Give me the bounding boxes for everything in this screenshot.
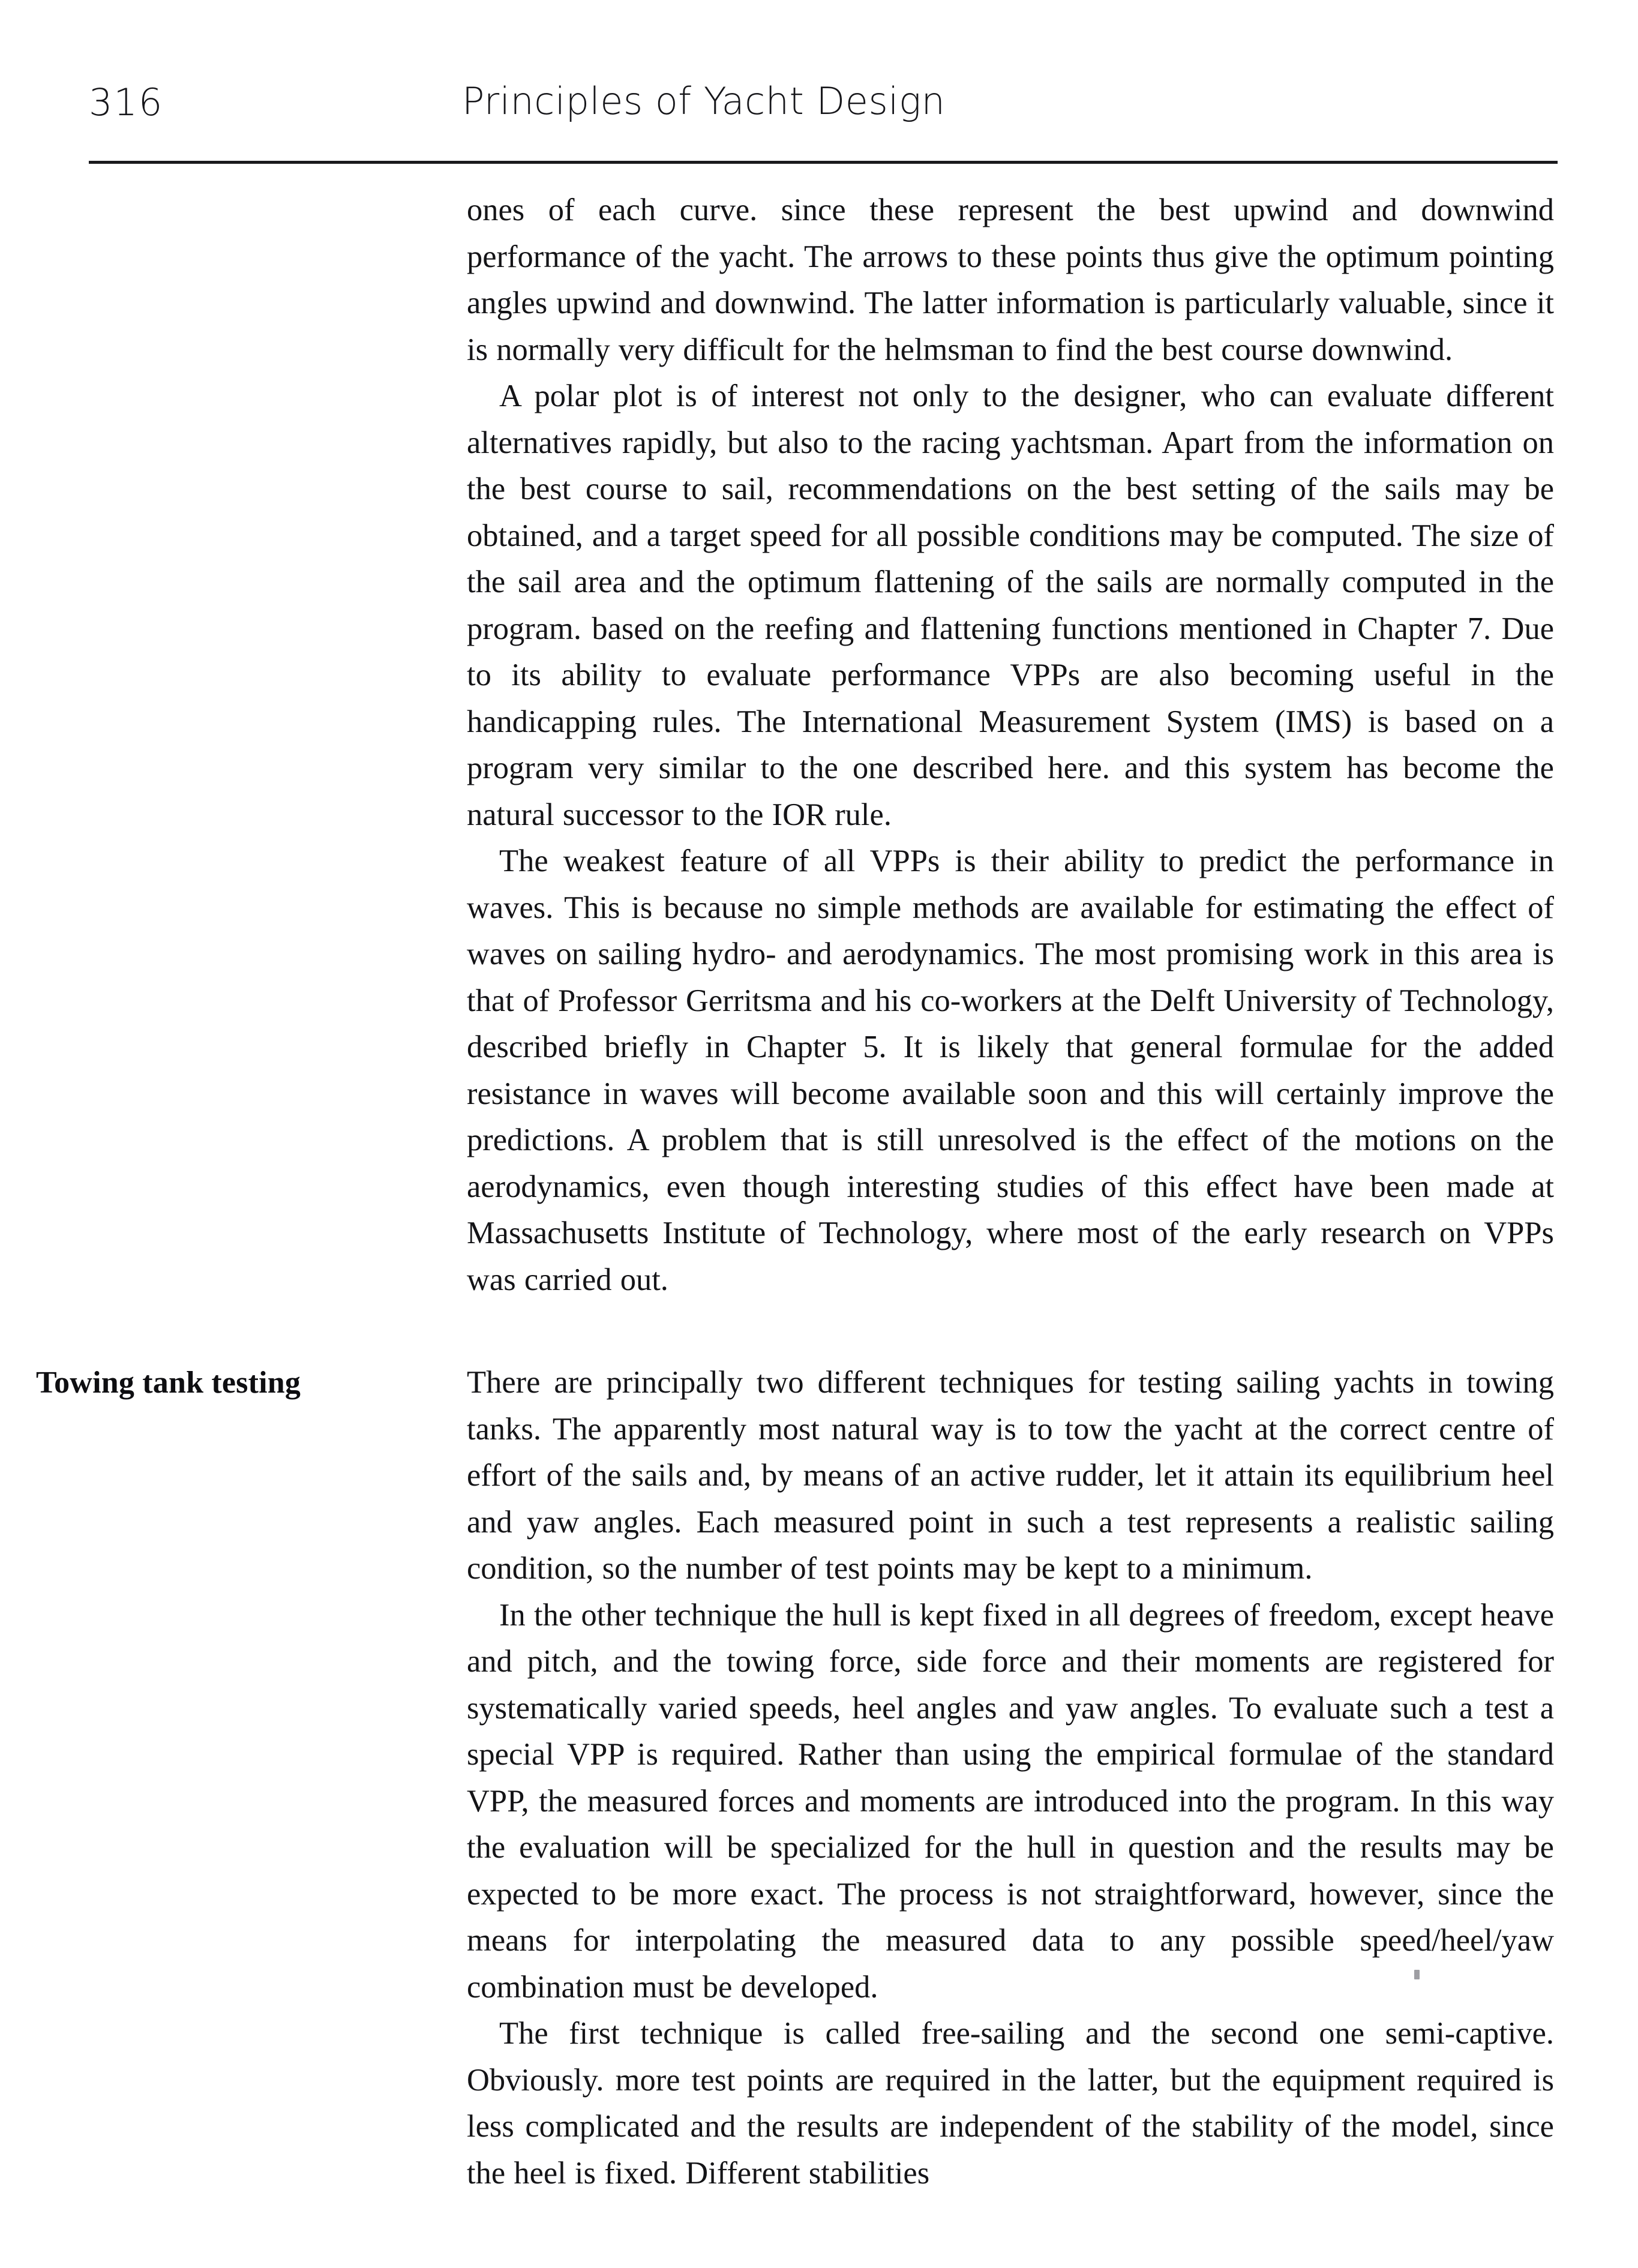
- header-divider-rule: [89, 161, 1558, 164]
- paragraph: ones of each curve. since these represent the best upwind and downwind performance of the yacht. The arrows to these points thus give the optimum pointing angles upwind and downwind. The latter information is particularly valuable, since it is normally very difficult for the helmsman to find the best course downwind.: [467, 193, 1554, 367]
- page-number: 316: [89, 80, 164, 124]
- paragraph: The first technique is called free-sailing and the second one semi-captive. Obviously. more test points are required in the latter, but the equipment required is less complicated and the results are independent of the stability of the model, since the heel is fixed. Different stabilities: [467, 2016, 1554, 2191]
- paragraph: A polar plot is of interest not only to the designer, who can evaluate different alternatives rapidly, but also to the racing yachtsman. Apart from the information on the best course to sail, recommendations on the best setting of the sails may be obtained, and a target speed for all possible conditions may be computed. The size of the sail area and the optimum flattening of the sails are normally computed in the program. based on the reefing and flattening functions mentioned in Chapter 7. Due to its ability to evaluate performance VPPs are also becoming useful in the handicapping rules. The International Measurement System (IMS) is based on a program very similar to the one described here. and this system has become the natural successor to the IOR rule.: [467, 379, 1554, 832]
- paragraph: There are principally two different techniques for testing sailing yachts in towing tanks. The apparently most natural way is to tow the yacht at the correct centre of effort of the sails and, by means of an active rudder, let it attain its equilibrium heel and yaw angles. Each measured point in such a test represents a realistic sailing condition, so the number of test points may be kept to a minimum.: [467, 1365, 1554, 1586]
- paragraph: The weakest feature of all VPPs is their ability to predict the performance in waves. This is because no simple methods are available for estimating the effect of waves on sailing hydro- and aerodynamics. The most promising work in this area is that of Professor Gerritsma and his co-workers at the Delft University of Technology, described briefly in Chapter 5. It is likely that general formulae for the added resistance in waves will become available soon and this will certainly improve the predictions. A problem that is still unresolved is the effect of the motions on the aerodynamics, even though interesting studies of this effect have been made at Massachusetts Institute of Technology, where most of the early research on VPPs was carried out.: [467, 844, 1554, 1297]
- scan-artifact-speck: [1414, 1970, 1420, 1979]
- text-column: [36, 187, 1554, 2197]
- paragraph: In the other technique the hull is kept fixed in all degrees of freedom, except heave and pitch, and the towing force, side force and their moments are registered for systematically varied speeds, heel angles and yaw angles. To evaluate such a test a special VPP is required. Rather than using the empirical formulae of the standard VPP, the measured forces and moments are introduced into the program. In this way the evaluation will be specialized for the hull in question and the results may be expected to be more exact. The process is not straightforward, however, since the means for interpolating the measured data to any possible speed/heel/yaw combination must be developed.: [467, 1597, 1554, 2005]
- margin-section-heading: Towing tank testing: [36, 1366, 301, 1400]
- running-head-title: Principles of Yacht Design: [462, 79, 946, 123]
- running-head: [0, 79, 1638, 150]
- section-towing-tank-testing: [36, 1360, 1554, 2197]
- section-spacer: [467, 1303, 1554, 1360]
